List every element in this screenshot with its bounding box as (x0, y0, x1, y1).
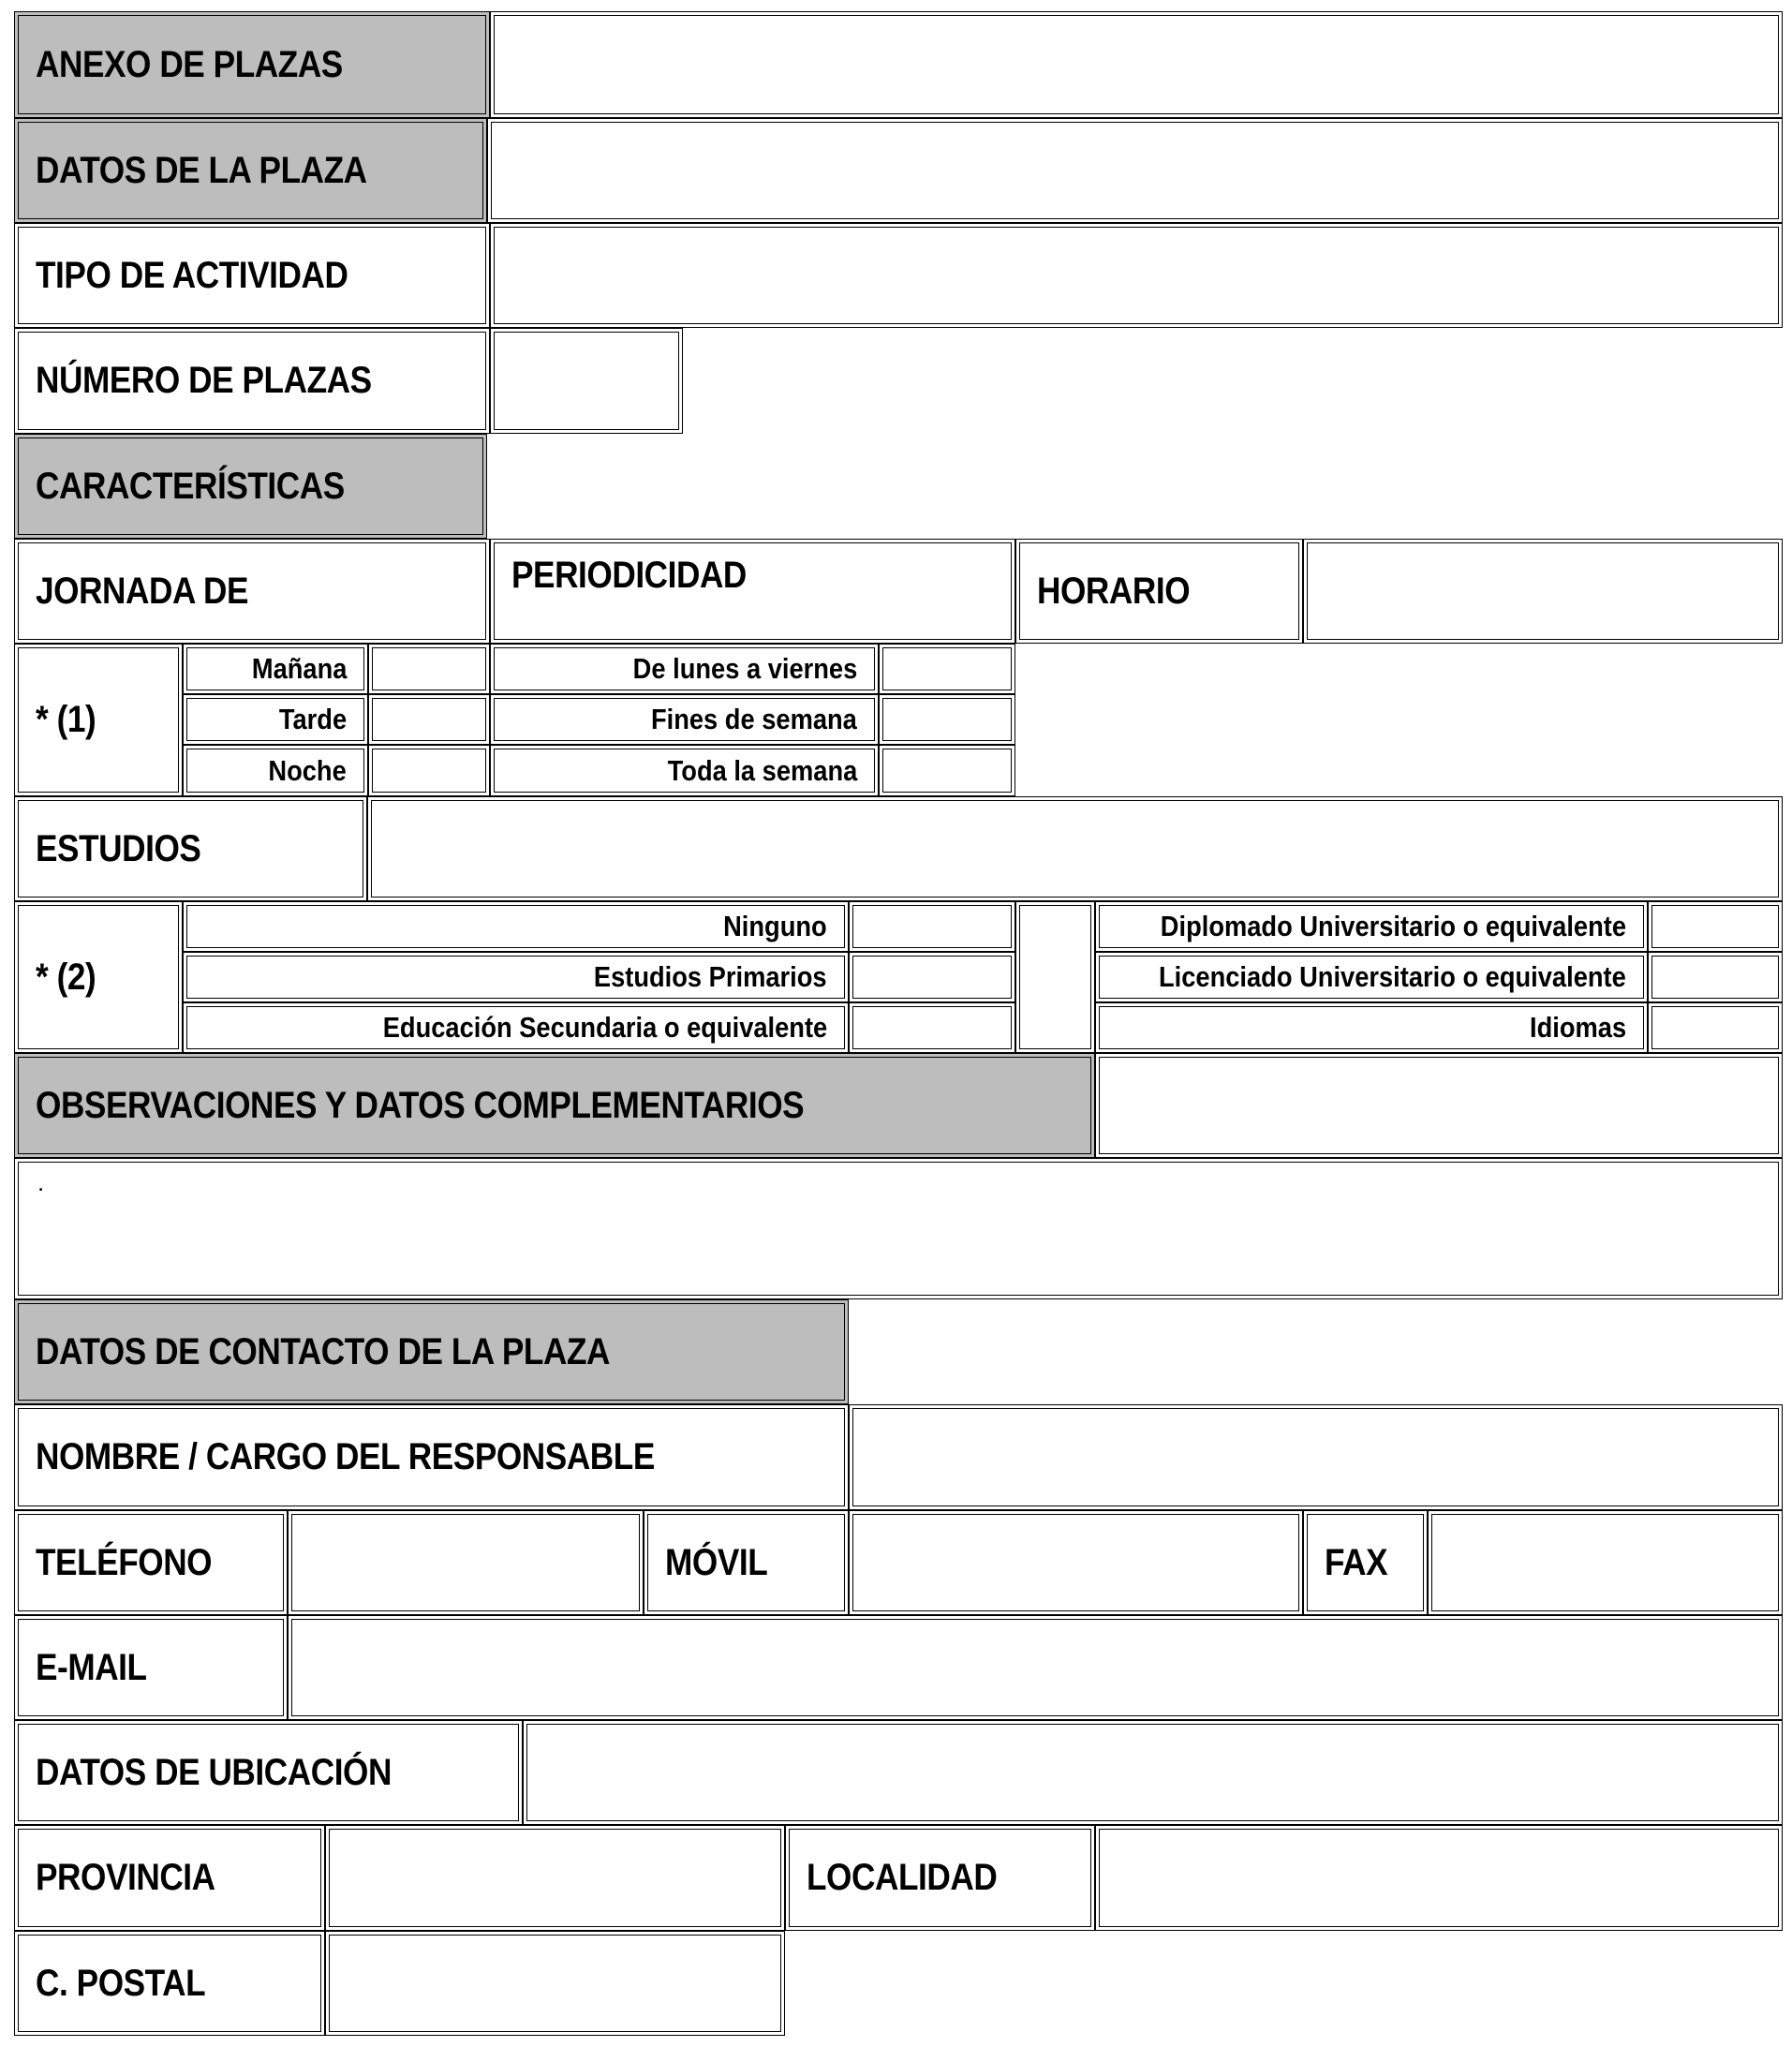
email-field[interactable] (288, 1615, 1783, 1720)
periodicidad-option-label: Fines de semana (651, 703, 857, 735)
numero-de-plazas-cell (14, 328, 490, 434)
periodicidad-checkbox-toda-semana[interactable] (879, 745, 1015, 796)
datos-de-ubicacion-label: DATOS DE UBICACIÓN (36, 1751, 392, 1793)
estudios-option-secundaria (183, 1002, 849, 1053)
periodicidad-option-lunes-viernes (490, 644, 879, 694)
estudios-option-diplomado (1095, 901, 1648, 952)
nota-1-cell (14, 644, 183, 796)
datos-de-contacto-header (14, 1299, 849, 1404)
estudios-option-label: Idiomas (1529, 1011, 1626, 1044)
estudios-field[interactable] (367, 796, 1783, 901)
estudios-checkbox-licenciado[interactable] (1648, 952, 1783, 1002)
estudios-checkbox-diplomado[interactable] (1648, 901, 1783, 952)
codigo-postal-field[interactable] (325, 1931, 785, 2036)
datos-de-contacto-label: DATOS DE CONTACTO DE LA PLAZA (36, 1330, 611, 1372)
periodicidad-option-toda-semana (490, 745, 879, 796)
jornada-option-noche (183, 745, 368, 796)
periodicidad-option-label: Toda la semana (667, 753, 857, 787)
observaciones-header (14, 1053, 1095, 1158)
nota-2-cell (14, 901, 183, 1053)
nombre-cargo-cell (14, 1404, 849, 1510)
estudios-checkbox-idiomas[interactable] (1648, 1002, 1783, 1053)
jornada-de-label: JORNADA DE (36, 570, 249, 612)
movil-label: MÓVIL (665, 1541, 768, 1583)
codigo-postal-label: C. POSTAL (36, 1962, 206, 2004)
estudios-option-licenciado (1095, 952, 1648, 1002)
periodicidad-option-label: De lunes a viernes (632, 652, 857, 685)
email-cell (14, 1615, 288, 1720)
estudios-option-label: Licenciado Universitario o equivalente (1159, 960, 1626, 993)
tipo-de-actividad-cell (14, 223, 490, 328)
jornada-option-tarde (183, 694, 368, 745)
periodicidad-label: PERIODICIDAD (511, 555, 747, 596)
jornada-checkbox-noche[interactable] (368, 745, 490, 796)
fax-label: FAX (1325, 1541, 1388, 1583)
fax-field[interactable] (1428, 1510, 1783, 1615)
jornada-de-cell (14, 539, 490, 644)
jornada-option-label: Mañana (251, 652, 347, 685)
provincia-label: PROVINCIA (36, 1857, 215, 1898)
jornada-option-label: Tarde (278, 703, 347, 735)
jornada-checkbox-tarde[interactable] (368, 694, 490, 745)
telefono-field[interactable] (288, 1510, 644, 1615)
provincia-field[interactable] (325, 1825, 785, 1931)
horario-label: HORARIO (1037, 570, 1191, 612)
estudios-option-ninguno (183, 901, 849, 952)
jornada-option-manana (183, 644, 368, 694)
numero-de-plazas-label: NÚMERO DE PLAZAS (36, 360, 372, 401)
tipo-de-actividad-label: TIPO DE ACTIVIDAD (36, 254, 348, 296)
fax-cell (1303, 1510, 1428, 1615)
datos-de-la-plaza-label: DATOS DE LA PLAZA (36, 149, 367, 191)
horario-field[interactable] (1303, 539, 1783, 644)
localidad-label: LOCALIDAD (807, 1857, 998, 1898)
caracteristicas-label: CARACTERÍSTICAS (36, 465, 345, 507)
anexo-de-plazas-header (14, 11, 490, 118)
email-label: E-MAIL (36, 1646, 147, 1688)
nombre-cargo-field[interactable] (849, 1404, 1783, 1510)
datos-de-la-plaza-header (14, 118, 487, 223)
estudios-spacer (1015, 901, 1095, 1053)
horario-cell (1015, 539, 1303, 644)
localidad-field[interactable] (1095, 1825, 1783, 1931)
estudios-checkbox-secundaria[interactable] (849, 1002, 1015, 1053)
observaciones-textarea[interactable] (14, 1158, 1783, 1299)
estudios-option-idiomas (1095, 1002, 1648, 1053)
periodicidad-option-fines-semana (490, 694, 879, 745)
periodicidad-cell (490, 539, 1015, 644)
nombre-cargo-label: NOMBRE / CARGO DEL RESPONSABLE (36, 1436, 655, 1477)
estudios-option-label: Ninguno (723, 910, 827, 942)
datos-de-la-plaza-field[interactable] (487, 118, 1783, 223)
tipo-de-actividad-field[interactable] (490, 223, 1783, 328)
caracteristicas-header (14, 434, 487, 539)
datos-de-ubicacion-cell (14, 1720, 523, 1825)
estudios-cell (14, 796, 367, 901)
nota-2-label: * (2) (36, 956, 96, 998)
observaciones-header-field (1095, 1053, 1783, 1158)
observaciones-label: OBSERVACIONES Y DATOS COMPLEMENTARIOS (36, 1084, 805, 1126)
codigo-postal-cell (14, 1931, 325, 2036)
provincia-cell (14, 1825, 325, 1931)
localidad-cell (785, 1825, 1095, 1931)
movil-cell (644, 1510, 849, 1615)
estudios-option-label: Educación Secundaria o equivalente (382, 1011, 827, 1044)
estudios-checkbox-primarios[interactable] (849, 952, 1015, 1002)
numero-de-plazas-field[interactable] (490, 328, 683, 434)
movil-field[interactable] (849, 1510, 1303, 1615)
observaciones-value: . (37, 1168, 45, 1196)
estudios-checkbox-ninguno[interactable] (849, 901, 1015, 952)
nota-1-label: * (1) (36, 699, 96, 740)
periodicidad-checkbox-fines-semana[interactable] (879, 694, 1015, 745)
datos-de-ubicacion-field[interactable] (523, 1720, 1783, 1825)
estudios-option-label: Diplomado Universitario o equivalente (1160, 910, 1626, 942)
jornada-checkbox-manana[interactable] (368, 644, 490, 694)
anexo-de-plazas-label: ANEXO DE PLAZAS (36, 43, 343, 85)
estudios-option-label: Estudios Primarios (594, 960, 827, 993)
estudios-label: ESTUDIOS (36, 827, 201, 869)
anexo-de-plazas-field[interactable] (490, 11, 1783, 118)
periodicidad-checkbox-lunes-viernes[interactable] (879, 644, 1015, 694)
telefono-cell (14, 1510, 288, 1615)
jornada-option-label: Noche (268, 753, 347, 787)
estudios-option-primarios (183, 952, 849, 1002)
telefono-label: TELÉFONO (36, 1541, 213, 1583)
